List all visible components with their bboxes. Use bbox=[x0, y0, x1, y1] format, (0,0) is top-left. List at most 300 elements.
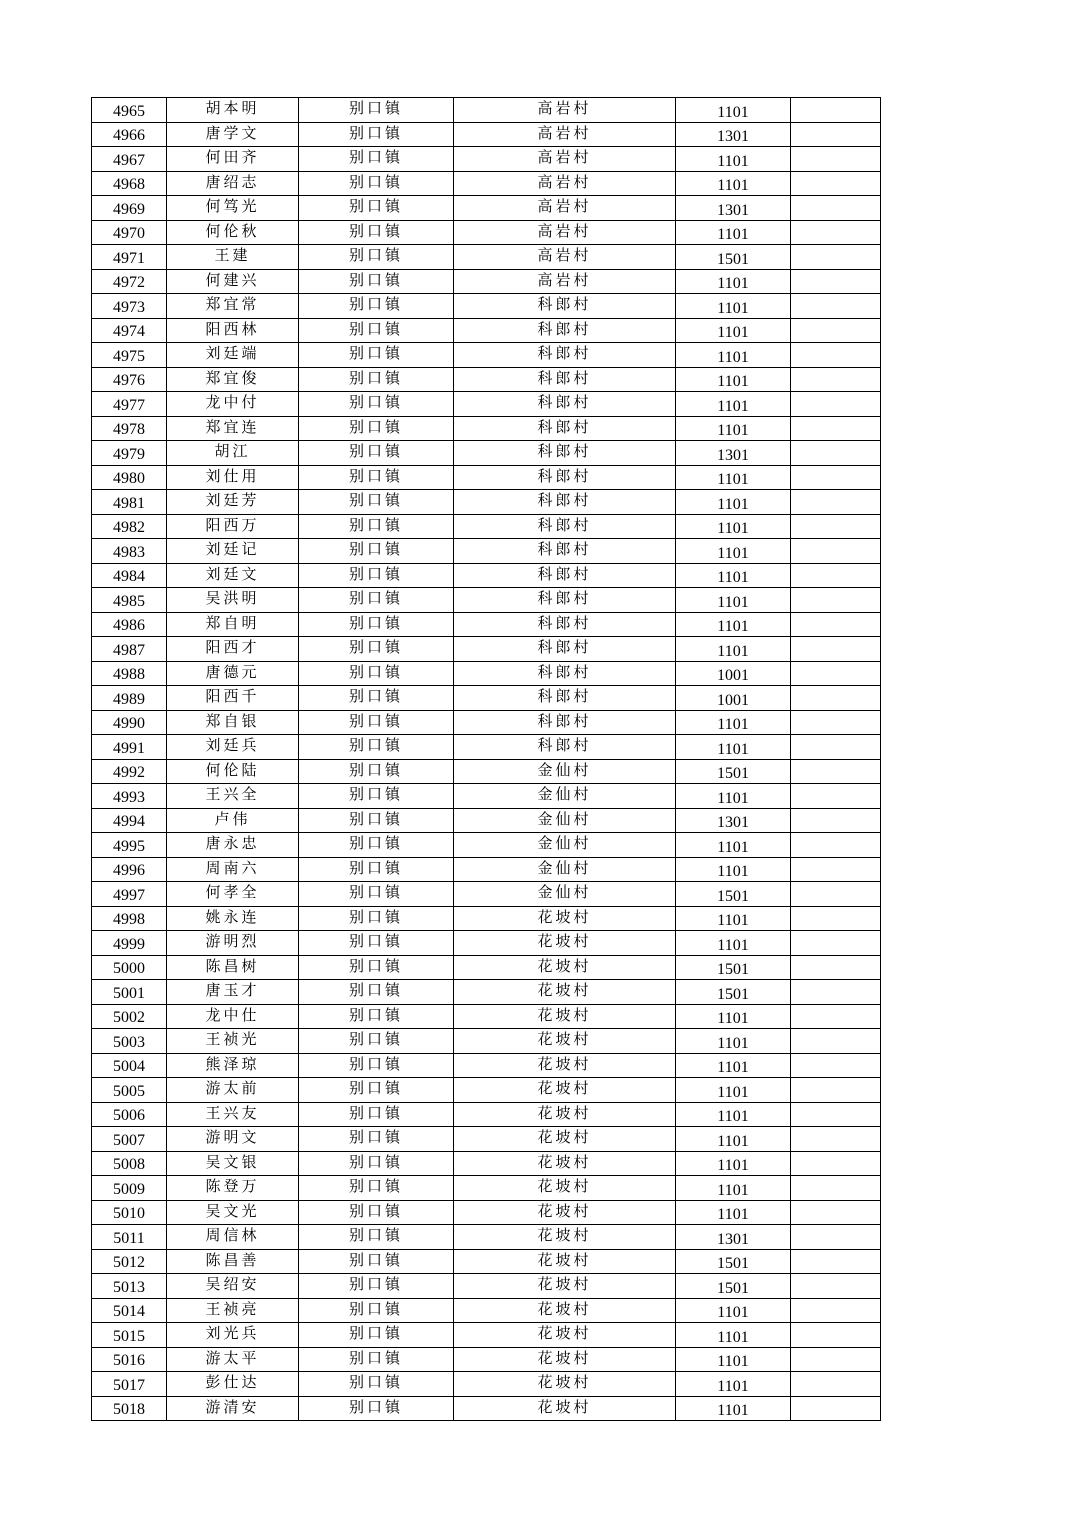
remark-cell bbox=[791, 1347, 881, 1372]
row-number-cell: 4973 bbox=[92, 294, 167, 319]
town-cell: 别口镇 bbox=[299, 1372, 454, 1397]
name-cell: 王祯光 bbox=[167, 1029, 299, 1054]
town-cell: 别口镇 bbox=[299, 833, 454, 858]
table-row bbox=[92, 343, 881, 368]
row-number-cell: 4998 bbox=[92, 906, 167, 931]
code-cell: 1101 bbox=[676, 490, 791, 515]
village-cell: 花坡村 bbox=[454, 1127, 676, 1152]
remark-cell bbox=[791, 392, 881, 417]
row-number-cell: 5001 bbox=[92, 980, 167, 1005]
town-cell: 别口镇 bbox=[299, 392, 454, 417]
name-cell: 胡江 bbox=[167, 441, 299, 466]
town-cell: 别口镇 bbox=[299, 1396, 454, 1421]
village-cell: 花坡村 bbox=[454, 1347, 676, 1372]
code-cell: 1101 bbox=[676, 1298, 791, 1323]
village-cell: 花坡村 bbox=[454, 1053, 676, 1078]
remark-cell bbox=[791, 1225, 881, 1250]
village-cell: 花坡村 bbox=[454, 1102, 676, 1127]
name-cell: 阳西才 bbox=[167, 637, 299, 662]
table-row bbox=[92, 1053, 881, 1078]
village-cell: 金仙村 bbox=[454, 833, 676, 858]
town-cell: 别口镇 bbox=[299, 1347, 454, 1372]
name-cell: 熊泽琼 bbox=[167, 1053, 299, 1078]
name-cell: 刘光兵 bbox=[167, 1323, 299, 1348]
code-cell: 1101 bbox=[676, 220, 791, 245]
table-row bbox=[92, 1323, 881, 1348]
name-cell: 唐绍志 bbox=[167, 171, 299, 196]
village-cell: 科郎村 bbox=[454, 588, 676, 613]
row-number-cell: 4979 bbox=[92, 441, 167, 466]
code-cell: 1101 bbox=[676, 147, 791, 172]
code-cell: 1101 bbox=[676, 1053, 791, 1078]
name-cell: 郑宜俊 bbox=[167, 367, 299, 392]
name-cell: 郑宜连 bbox=[167, 416, 299, 441]
town-cell: 别口镇 bbox=[299, 1225, 454, 1250]
code-cell: 1101 bbox=[676, 906, 791, 931]
row-number-cell: 4986 bbox=[92, 612, 167, 637]
code-cell: 1101 bbox=[676, 1372, 791, 1397]
code-cell: 1101 bbox=[676, 294, 791, 319]
name-cell: 吴洪明 bbox=[167, 588, 299, 613]
row-number-cell: 4977 bbox=[92, 392, 167, 417]
name-cell: 郑自明 bbox=[167, 612, 299, 637]
row-number-cell: 4984 bbox=[92, 563, 167, 588]
village-cell: 花坡村 bbox=[454, 1176, 676, 1201]
table-row bbox=[92, 441, 881, 466]
code-cell: 1501 bbox=[676, 759, 791, 784]
row-number-cell: 4975 bbox=[92, 343, 167, 368]
table-row bbox=[92, 1249, 881, 1274]
remark-cell bbox=[791, 1127, 881, 1152]
town-cell: 别口镇 bbox=[299, 465, 454, 490]
village-cell: 科郎村 bbox=[454, 392, 676, 417]
code-cell: 1101 bbox=[676, 1200, 791, 1225]
name-cell: 龙中付 bbox=[167, 392, 299, 417]
name-cell: 刘廷兵 bbox=[167, 735, 299, 760]
row-number-cell: 5014 bbox=[92, 1298, 167, 1323]
row-number-cell: 5010 bbox=[92, 1200, 167, 1225]
code-cell: 1101 bbox=[676, 269, 791, 294]
remark-cell bbox=[791, 686, 881, 711]
name-cell: 阳西林 bbox=[167, 318, 299, 343]
code-cell: 1101 bbox=[676, 318, 791, 343]
remark-cell bbox=[791, 1372, 881, 1397]
name-cell: 唐永忠 bbox=[167, 833, 299, 858]
town-cell: 别口镇 bbox=[299, 1323, 454, 1348]
code-cell: 1101 bbox=[676, 392, 791, 417]
name-cell: 陈昌善 bbox=[167, 1249, 299, 1274]
name-cell: 阳西万 bbox=[167, 514, 299, 539]
remark-cell bbox=[791, 735, 881, 760]
village-cell: 高岩村 bbox=[454, 245, 676, 270]
remark-cell bbox=[791, 1029, 881, 1054]
code-cell: 1101 bbox=[676, 857, 791, 882]
table-row bbox=[92, 1127, 881, 1152]
row-number-cell: 4978 bbox=[92, 416, 167, 441]
remark-cell bbox=[791, 171, 881, 196]
name-cell: 陈昌树 bbox=[167, 955, 299, 980]
town-cell: 别口镇 bbox=[299, 882, 454, 907]
town-cell: 别口镇 bbox=[299, 612, 454, 637]
table-row bbox=[92, 955, 881, 980]
code-cell: 1101 bbox=[676, 612, 791, 637]
remark-cell bbox=[791, 539, 881, 564]
name-cell: 游清安 bbox=[167, 1396, 299, 1421]
village-cell: 花坡村 bbox=[454, 1225, 676, 1250]
village-cell: 花坡村 bbox=[454, 955, 676, 980]
town-cell: 别口镇 bbox=[299, 122, 454, 147]
row-number-cell: 4965 bbox=[92, 98, 167, 123]
table-row bbox=[92, 392, 881, 417]
village-cell: 高岩村 bbox=[454, 220, 676, 245]
village-cell: 花坡村 bbox=[454, 1372, 676, 1397]
row-number-cell: 5016 bbox=[92, 1347, 167, 1372]
row-number-cell: 5007 bbox=[92, 1127, 167, 1152]
remark-cell bbox=[791, 710, 881, 735]
town-cell: 别口镇 bbox=[299, 171, 454, 196]
code-cell: 1101 bbox=[676, 1323, 791, 1348]
town-cell: 别口镇 bbox=[299, 1004, 454, 1029]
name-cell: 周信林 bbox=[167, 1225, 299, 1250]
code-cell: 1101 bbox=[676, 465, 791, 490]
table-row bbox=[92, 122, 881, 147]
name-cell: 何田齐 bbox=[167, 147, 299, 172]
row-number-cell: 4971 bbox=[92, 245, 167, 270]
row-number-cell: 5017 bbox=[92, 1372, 167, 1397]
village-cell: 科郎村 bbox=[454, 735, 676, 760]
row-number-cell: 4990 bbox=[92, 710, 167, 735]
remark-cell bbox=[791, 588, 881, 613]
name-cell: 游明文 bbox=[167, 1127, 299, 1152]
code-cell: 1301 bbox=[676, 441, 791, 466]
town-cell: 别口镇 bbox=[299, 294, 454, 319]
row-number-cell: 5008 bbox=[92, 1151, 167, 1176]
village-cell: 科郎村 bbox=[454, 490, 676, 515]
remark-cell bbox=[791, 1249, 881, 1274]
town-cell: 别口镇 bbox=[299, 441, 454, 466]
town-cell: 别口镇 bbox=[299, 1200, 454, 1225]
town-cell: 别口镇 bbox=[299, 539, 454, 564]
name-cell: 王兴友 bbox=[167, 1102, 299, 1127]
name-cell: 游太平 bbox=[167, 1347, 299, 1372]
village-cell: 科郎村 bbox=[454, 514, 676, 539]
code-cell: 1101 bbox=[676, 1176, 791, 1201]
table-row bbox=[92, 686, 881, 711]
remark-cell bbox=[791, 661, 881, 686]
town-cell: 别口镇 bbox=[299, 1274, 454, 1299]
town-cell: 别口镇 bbox=[299, 1102, 454, 1127]
remark-cell bbox=[791, 808, 881, 833]
row-number-cell: 4982 bbox=[92, 514, 167, 539]
table-row bbox=[92, 661, 881, 686]
remark-cell bbox=[791, 245, 881, 270]
town-cell: 别口镇 bbox=[299, 857, 454, 882]
table-row bbox=[92, 563, 881, 588]
name-cell: 何孝全 bbox=[167, 882, 299, 907]
code-cell: 1101 bbox=[676, 1029, 791, 1054]
village-cell: 花坡村 bbox=[454, 906, 676, 931]
name-cell: 刘廷芳 bbox=[167, 490, 299, 515]
town-cell: 别口镇 bbox=[299, 955, 454, 980]
code-cell: 1101 bbox=[676, 710, 791, 735]
table-row bbox=[92, 1225, 881, 1250]
town-cell: 别口镇 bbox=[299, 1176, 454, 1201]
village-cell: 花坡村 bbox=[454, 1298, 676, 1323]
village-cell: 科郎村 bbox=[454, 710, 676, 735]
remark-cell bbox=[791, 1053, 881, 1078]
remark-cell bbox=[791, 563, 881, 588]
table-row bbox=[92, 367, 881, 392]
remark-cell bbox=[791, 833, 881, 858]
table-row bbox=[92, 514, 881, 539]
village-cell: 花坡村 bbox=[454, 1029, 676, 1054]
table-row bbox=[92, 465, 881, 490]
town-cell: 别口镇 bbox=[299, 416, 454, 441]
town-cell: 别口镇 bbox=[299, 1249, 454, 1274]
village-cell: 高岩村 bbox=[454, 269, 676, 294]
code-cell: 1101 bbox=[676, 367, 791, 392]
row-number-cell: 4970 bbox=[92, 220, 167, 245]
remark-cell bbox=[791, 294, 881, 319]
town-cell: 别口镇 bbox=[299, 563, 454, 588]
town-cell: 别口镇 bbox=[299, 1078, 454, 1103]
code-cell: 1101 bbox=[676, 1102, 791, 1127]
name-cell: 郑宜常 bbox=[167, 294, 299, 319]
code-cell: 1501 bbox=[676, 882, 791, 907]
remark-cell bbox=[791, 1078, 881, 1103]
table-row bbox=[92, 490, 881, 515]
table-body bbox=[92, 98, 881, 1421]
row-number-cell: 5006 bbox=[92, 1102, 167, 1127]
name-cell: 何笃光 bbox=[167, 196, 299, 221]
code-cell: 1101 bbox=[676, 833, 791, 858]
town-cell: 别口镇 bbox=[299, 931, 454, 956]
town-cell: 别口镇 bbox=[299, 980, 454, 1005]
remark-cell bbox=[791, 147, 881, 172]
village-cell: 花坡村 bbox=[454, 1396, 676, 1421]
village-cell: 科郎村 bbox=[454, 318, 676, 343]
town-cell: 别口镇 bbox=[299, 759, 454, 784]
town-cell: 别口镇 bbox=[299, 514, 454, 539]
name-cell: 姚永连 bbox=[167, 906, 299, 931]
town-cell: 别口镇 bbox=[299, 269, 454, 294]
remark-cell bbox=[791, 1176, 881, 1201]
village-cell: 科郎村 bbox=[454, 563, 676, 588]
town-cell: 别口镇 bbox=[299, 808, 454, 833]
table-row bbox=[92, 612, 881, 637]
town-cell: 别口镇 bbox=[299, 1298, 454, 1323]
town-cell: 别口镇 bbox=[299, 906, 454, 931]
table-row bbox=[92, 318, 881, 343]
row-number-cell: 4994 bbox=[92, 808, 167, 833]
town-cell: 别口镇 bbox=[299, 147, 454, 172]
table-row bbox=[92, 759, 881, 784]
code-cell: 1101 bbox=[676, 1127, 791, 1152]
village-cell: 金仙村 bbox=[454, 882, 676, 907]
town-cell: 别口镇 bbox=[299, 686, 454, 711]
row-number-cell: 4976 bbox=[92, 367, 167, 392]
code-cell: 1101 bbox=[676, 1004, 791, 1029]
table-row bbox=[92, 539, 881, 564]
village-cell: 科郎村 bbox=[454, 686, 676, 711]
remark-cell bbox=[791, 784, 881, 809]
code-cell: 1101 bbox=[676, 931, 791, 956]
village-cell: 花坡村 bbox=[454, 1200, 676, 1225]
table-row bbox=[92, 1176, 881, 1201]
name-cell: 龙中仕 bbox=[167, 1004, 299, 1029]
table-row bbox=[92, 269, 881, 294]
name-cell: 游明烈 bbox=[167, 931, 299, 956]
town-cell: 别口镇 bbox=[299, 1151, 454, 1176]
name-cell: 吴文银 bbox=[167, 1151, 299, 1176]
name-cell: 刘廷记 bbox=[167, 539, 299, 564]
remark-cell bbox=[791, 612, 881, 637]
table-row bbox=[92, 1004, 881, 1029]
name-cell: 何伦秋 bbox=[167, 220, 299, 245]
remark-cell bbox=[791, 122, 881, 147]
village-cell: 花坡村 bbox=[454, 1274, 676, 1299]
row-number-cell: 5011 bbox=[92, 1225, 167, 1250]
code-cell: 1101 bbox=[676, 343, 791, 368]
village-cell: 金仙村 bbox=[454, 759, 676, 784]
code-cell: 1101 bbox=[676, 735, 791, 760]
code-cell: 1101 bbox=[676, 539, 791, 564]
code-cell: 1101 bbox=[676, 1347, 791, 1372]
town-cell: 别口镇 bbox=[299, 1029, 454, 1054]
town-cell: 别口镇 bbox=[299, 490, 454, 515]
remark-cell bbox=[791, 1323, 881, 1348]
table-row bbox=[92, 147, 881, 172]
row-number-cell: 4989 bbox=[92, 686, 167, 711]
name-cell: 刘仕用 bbox=[167, 465, 299, 490]
code-cell: 1101 bbox=[676, 1078, 791, 1103]
row-number-cell: 4996 bbox=[92, 857, 167, 882]
remark-cell bbox=[791, 343, 881, 368]
code-cell: 1501 bbox=[676, 1249, 791, 1274]
code-cell: 1301 bbox=[676, 122, 791, 147]
table-row bbox=[92, 808, 881, 833]
village-cell: 花坡村 bbox=[454, 980, 676, 1005]
village-cell: 高岩村 bbox=[454, 122, 676, 147]
village-cell: 科郎村 bbox=[454, 661, 676, 686]
village-cell: 花坡村 bbox=[454, 1004, 676, 1029]
table-row bbox=[92, 294, 881, 319]
name-cell: 周南六 bbox=[167, 857, 299, 882]
code-cell: 1101 bbox=[676, 1151, 791, 1176]
row-number-cell: 4981 bbox=[92, 490, 167, 515]
town-cell: 别口镇 bbox=[299, 318, 454, 343]
row-number-cell: 5000 bbox=[92, 955, 167, 980]
table-row bbox=[92, 220, 881, 245]
village-cell: 花坡村 bbox=[454, 1323, 676, 1348]
row-number-cell: 5005 bbox=[92, 1078, 167, 1103]
row-number-cell: 5002 bbox=[92, 1004, 167, 1029]
remark-cell bbox=[791, 980, 881, 1005]
remark-cell bbox=[791, 490, 881, 515]
table-row bbox=[92, 882, 881, 907]
village-cell: 科郎村 bbox=[454, 612, 676, 637]
row-number-cell: 4974 bbox=[92, 318, 167, 343]
town-cell: 别口镇 bbox=[299, 637, 454, 662]
code-cell: 1001 bbox=[676, 686, 791, 711]
row-number-cell: 5013 bbox=[92, 1274, 167, 1299]
code-cell: 1501 bbox=[676, 955, 791, 980]
table-row bbox=[92, 1396, 881, 1421]
village-cell: 高岩村 bbox=[454, 147, 676, 172]
town-cell: 别口镇 bbox=[299, 367, 454, 392]
remark-cell bbox=[791, 318, 881, 343]
village-cell: 科郎村 bbox=[454, 416, 676, 441]
table-row bbox=[92, 1274, 881, 1299]
remark-cell bbox=[791, 98, 881, 123]
village-cell: 花坡村 bbox=[454, 1151, 676, 1176]
name-cell: 游太前 bbox=[167, 1078, 299, 1103]
row-number-cell: 4972 bbox=[92, 269, 167, 294]
row-number-cell: 4966 bbox=[92, 122, 167, 147]
village-cell: 科郎村 bbox=[454, 294, 676, 319]
code-cell: 1101 bbox=[676, 784, 791, 809]
table-row bbox=[92, 735, 881, 760]
table-row bbox=[92, 98, 881, 123]
town-cell: 别口镇 bbox=[299, 343, 454, 368]
table-row bbox=[92, 833, 881, 858]
remark-cell bbox=[791, 857, 881, 882]
town-cell: 别口镇 bbox=[299, 98, 454, 123]
name-cell: 王建 bbox=[167, 245, 299, 270]
remark-cell bbox=[791, 882, 881, 907]
table-row bbox=[92, 1102, 881, 1127]
code-cell: 1101 bbox=[676, 98, 791, 123]
row-number-cell: 5003 bbox=[92, 1029, 167, 1054]
roster-sheet bbox=[91, 97, 881, 1421]
remark-cell bbox=[791, 441, 881, 466]
remark-cell bbox=[791, 906, 881, 931]
table-row bbox=[92, 1298, 881, 1323]
code-cell: 1101 bbox=[676, 563, 791, 588]
remark-cell bbox=[791, 1274, 881, 1299]
remark-cell bbox=[791, 931, 881, 956]
code-cell: 1101 bbox=[676, 1396, 791, 1421]
town-cell: 别口镇 bbox=[299, 735, 454, 760]
code-cell: 1001 bbox=[676, 661, 791, 686]
remark-cell bbox=[791, 514, 881, 539]
code-cell: 1301 bbox=[676, 1225, 791, 1250]
code-cell: 1301 bbox=[676, 196, 791, 221]
remark-cell bbox=[791, 1004, 881, 1029]
row-number-cell: 4992 bbox=[92, 759, 167, 784]
remark-cell bbox=[791, 955, 881, 980]
remark-cell bbox=[791, 759, 881, 784]
village-cell: 科郎村 bbox=[454, 465, 676, 490]
name-cell: 卢伟 bbox=[167, 808, 299, 833]
name-cell: 唐学文 bbox=[167, 122, 299, 147]
code-cell: 1501 bbox=[676, 1274, 791, 1299]
name-cell: 郑自银 bbox=[167, 710, 299, 735]
name-cell: 彭仕达 bbox=[167, 1372, 299, 1397]
row-number-cell: 5015 bbox=[92, 1323, 167, 1348]
village-cell: 花坡村 bbox=[454, 931, 676, 956]
table-row bbox=[92, 171, 881, 196]
table-row bbox=[92, 931, 881, 956]
name-cell: 刘廷文 bbox=[167, 563, 299, 588]
row-number-cell: 4985 bbox=[92, 588, 167, 613]
table-row bbox=[92, 245, 881, 270]
code-cell: 1101 bbox=[676, 416, 791, 441]
row-number-cell: 5009 bbox=[92, 1176, 167, 1201]
code-cell: 1501 bbox=[676, 980, 791, 1005]
table-row bbox=[92, 637, 881, 662]
table-row bbox=[92, 1200, 881, 1225]
